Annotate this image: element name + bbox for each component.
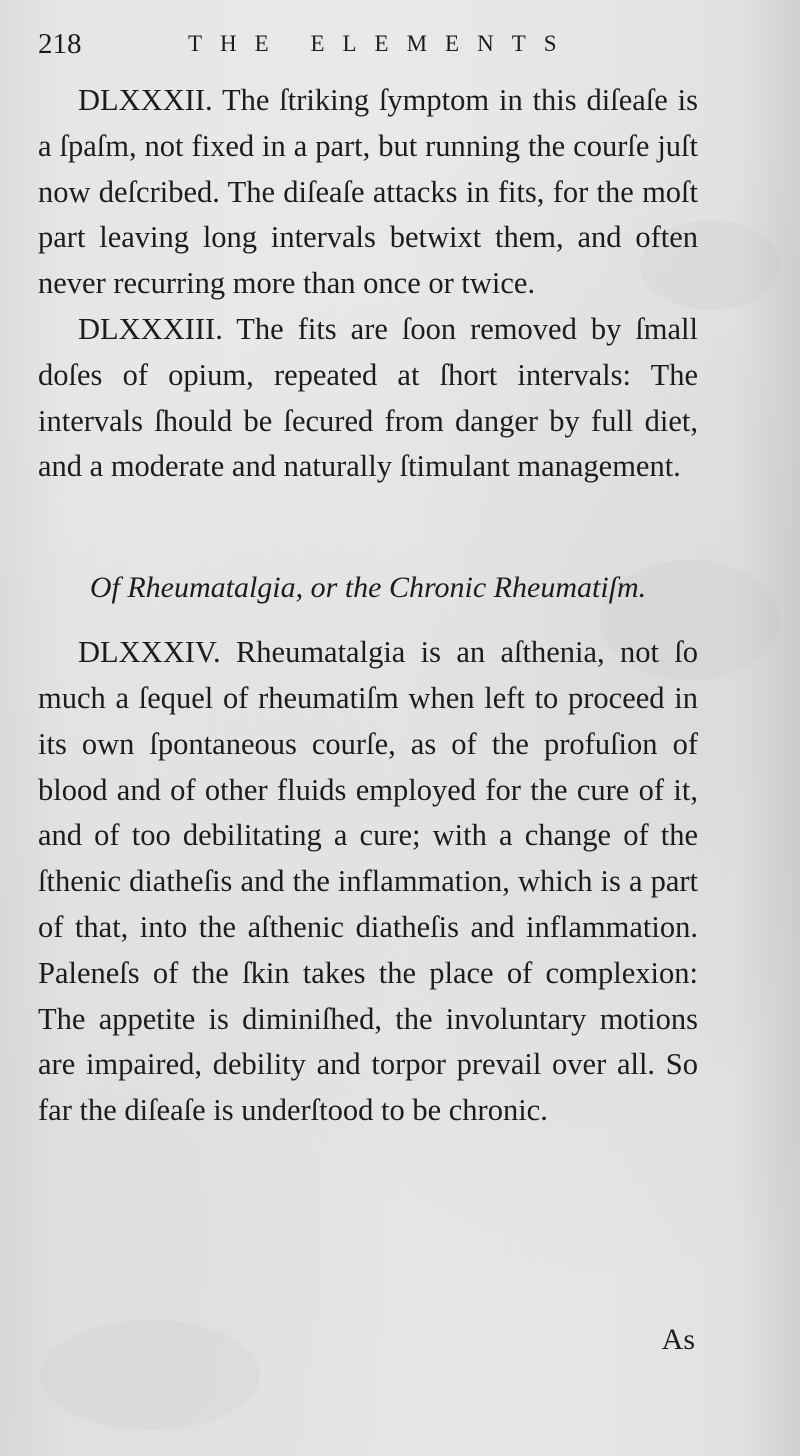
paragraph-dlxxxii: DLXXXII. The ſtriking ſymptom in this diſeaſe is a ſpaſm, not fixed in a part, but running the courſe juſt now deſcribed. The diſeaſe attacks in fits, for the moſt part leaving long intervals betwixt them, and often never recurring more than once or twice.: [38, 83, 698, 301]
paper-stain: [40, 1320, 260, 1430]
paragraph-dlxxxiv: DLXXXIV. Rheumatalgia is an aſthenia, not ſo much a ſequel of rheumatiſm when left to proceed in its own ſpontaneous courſe, as of the profuſion of blood and of other fluids employed for the cure of it, and of too debilitating a cure; with a change of the ſthenic diatheſis and the inflammation, which is a part of that, into the aſthenic diatheſis and inflammation. Paleneſs of the ſkin takes the place of complexion: The appetite is diminiſhed, the involuntary motions are impaired, debility and torpor prevail over all. So far the diſeaſe is underſtood to be chronic.: [38, 635, 698, 1128]
body-text: [38, 78, 698, 1134]
section-heading: Of Rheumatalgia, or the Chronic Rheumatiſm.: [89, 571, 647, 605]
running-head: THE ELEMENTS: [188, 31, 575, 56]
page-header: [38, 22, 770, 66]
paragraph-dlxxxiii: DLXXXIII. The fits are ſoon removed by ſmall doſes of opium, repeated at ſhort intervals: The intervals ſhould be ſecured from danger by full diet, and a moderate and naturally ſtimulant management.: [38, 311, 698, 484]
page-number: 218: [38, 28, 82, 60]
catchword: As: [661, 1323, 695, 1356]
